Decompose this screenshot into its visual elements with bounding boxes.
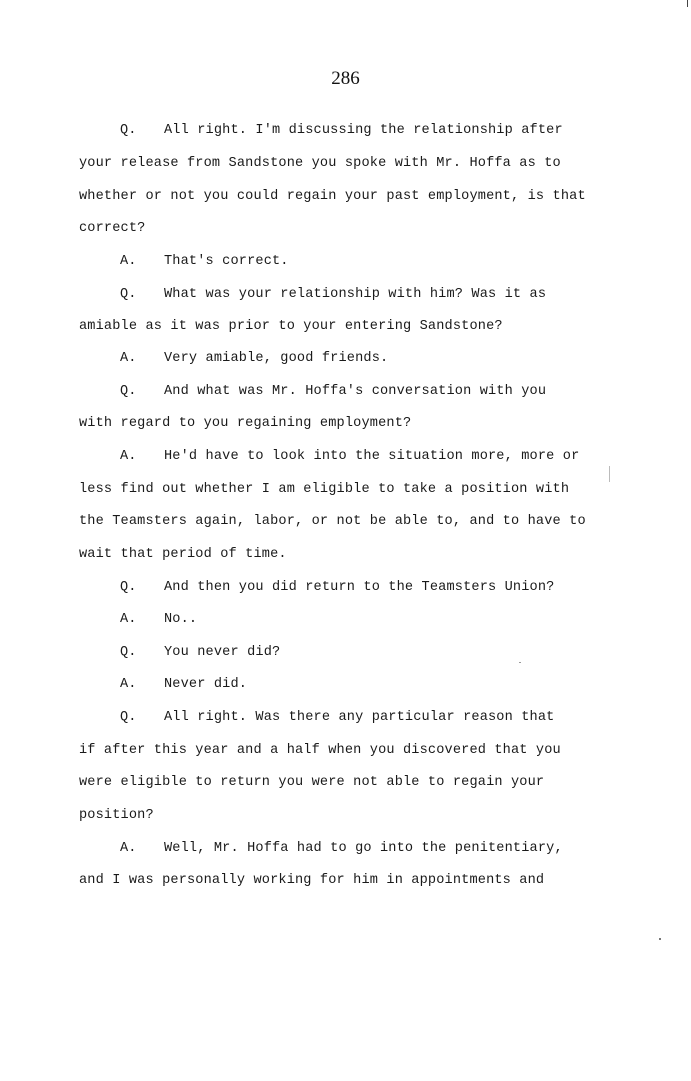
line-text: Never did.	[164, 677, 248, 692]
transcript-line	[79, 415, 411, 433]
speaker-label: A.	[120, 612, 137, 627]
scan-mark	[659, 938, 661, 940]
line-text: And then you did return to the Teamsters Union?	[164, 580, 555, 595]
transcript-line	[120, 644, 280, 662]
speaker-label: Q.	[120, 123, 137, 138]
line-text: What was your relationship with him? Was it as	[164, 287, 547, 302]
speaker-label: Q.	[120, 287, 137, 302]
speaker-label: Q.	[120, 384, 137, 399]
transcript-line	[79, 513, 586, 531]
transcript-line	[120, 253, 289, 271]
transcript-line	[79, 481, 569, 499]
line-text: Well, Mr. Hoffa had to go into the penitentiary,	[164, 841, 563, 856]
line-text: correct?	[79, 221, 146, 236]
speaker-label: A.	[120, 841, 137, 856]
transcript-line	[79, 807, 154, 825]
scan-mark	[609, 466, 610, 482]
transcript-line	[79, 188, 586, 206]
transcript-line	[79, 155, 561, 173]
transcript-line	[79, 546, 287, 564]
line-text: And what was Mr. Hoffa's conversation with you	[164, 384, 547, 399]
line-text: with regard to you regaining employment?	[79, 416, 412, 431]
line-text: That's correct.	[164, 254, 289, 269]
line-text: and I was personally working for him in appointments and	[79, 873, 545, 888]
transcript-line	[120, 709, 554, 727]
line-text: position?	[79, 808, 154, 823]
transcript-line	[120, 840, 563, 858]
line-text: Very amiable, good friends.	[164, 351, 389, 366]
transcript-line	[120, 611, 197, 629]
speaker-label: A.	[120, 254, 137, 269]
transcript-line	[120, 286, 546, 304]
line-text: wait that period of time.	[79, 547, 287, 562]
speaker-label: A.	[120, 449, 137, 464]
transcript-line	[79, 742, 561, 760]
scan-mark	[519, 662, 521, 663]
line-text: if after this year and a half when you discovered that you	[79, 743, 561, 758]
transcript-line	[120, 383, 546, 401]
line-text: whether or not you could regain your past employment, is that	[79, 189, 586, 204]
line-text: less find out whether I am eligible to take a position with	[79, 482, 570, 497]
speaker-label: A.	[120, 351, 137, 366]
speaker-label: Q.	[120, 710, 137, 725]
line-text: amiable as it was prior to your entering Sandstone?	[79, 319, 503, 334]
transcript-line	[79, 774, 544, 792]
transcript-line	[120, 579, 554, 597]
line-text: were eligible to return you were not able to regain your	[79, 775, 545, 790]
line-text: He'd have to look into the situation more, more or	[164, 449, 580, 464]
line-text: the Teamsters again, labor, or not be able to, and to have to	[79, 514, 586, 529]
page-number: 286	[331, 68, 360, 89]
line-text: your release from Sandstone you spoke with Mr. Hoffa as to	[79, 156, 561, 171]
transcript-line	[120, 676, 247, 694]
line-text: All right. Was there any particular reason that	[164, 710, 555, 725]
transcript-line	[79, 872, 544, 890]
line-text: All right. I'm discussing the relationship after	[164, 123, 563, 138]
speaker-label: A.	[120, 677, 137, 692]
transcript-line	[120, 448, 579, 466]
line-text: No..	[164, 612, 198, 627]
scan-mark	[687, 0, 688, 7]
transcript-line	[79, 220, 145, 238]
transcript-line	[120, 350, 388, 368]
speaker-label: Q.	[120, 580, 137, 595]
transcript-line	[79, 318, 503, 336]
speaker-label: Q.	[120, 645, 137, 660]
transcript-line	[120, 122, 563, 140]
line-text: You never did?	[164, 645, 281, 660]
